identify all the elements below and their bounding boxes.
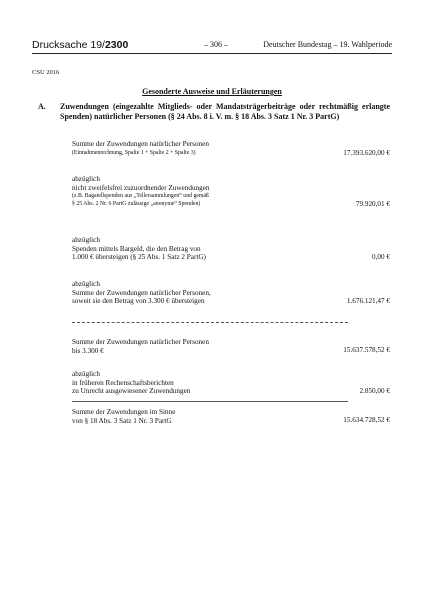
item-amount: 15.637.578,52 € xyxy=(343,346,390,354)
header-rule xyxy=(32,53,392,54)
item-line: abzüglich xyxy=(72,236,100,244)
section-heading: Zuwendungen (eingezahlte Mitglieds- oder Mandatsträgerbeiträge oder rechtmäßig erlangte Spenden) natürlicher Personen (§ 24 Abs. 8 i. V. m. § 18 Abs. 3 Satz 1 Nr. 3 PartG) xyxy=(60,102,390,121)
total-rule xyxy=(72,401,348,402)
item-amount: 79.920,01 € xyxy=(355,200,390,208)
document-number-prefix: Drucksache 19/ xyxy=(32,39,105,51)
up-to-threshold-block xyxy=(72,338,390,355)
item-line: in früheren Rechenschaftsberichten xyxy=(72,378,174,387)
party-label: CSU 2016 xyxy=(32,69,60,76)
page-number: – 306 – xyxy=(204,40,228,49)
item-line: zu Unrecht ausgewiesener Zuwendungen xyxy=(72,387,191,396)
item-line: Spenden mittels Bargeld, die den Betrag von xyxy=(72,244,201,253)
item-amount: 0,00 € xyxy=(372,253,390,261)
item-line: nicht zweifelsfrei zuzuordnender Zuwendungen xyxy=(72,183,210,192)
item-line: bis 3.300 € xyxy=(72,346,104,355)
item-line: Summe der Zuwendungen natürlicher Personen xyxy=(72,338,209,346)
over-threshold-block xyxy=(72,280,390,306)
item-line: § 25 Abs. 2 Nr. 6 PartG zulässige „anonyme“ Spenden) xyxy=(72,201,201,208)
item-line: abzüglich xyxy=(72,175,100,183)
item-line: soweit sie den Betrag von 3.300 € übersteigen xyxy=(72,297,205,306)
item-line: von § 18 Abs. 3 Satz 1 Nr. 3 PartG xyxy=(72,416,172,425)
prior-reports-block xyxy=(72,370,390,396)
item-amount: 2.850,00 € xyxy=(359,387,390,395)
running-header xyxy=(32,39,392,53)
subtotal-rule xyxy=(72,322,348,323)
item-amount: 1.676.121,47 € xyxy=(346,297,390,305)
unattributable-donations-block xyxy=(72,175,390,208)
item-line: Summe der Zuwendungen natürlicher Personen xyxy=(72,140,209,148)
final-sum-block xyxy=(72,408,390,425)
document-number-value: 2300 xyxy=(104,39,129,51)
item-line: Summe der Zuwendungen im Sinne xyxy=(72,408,176,416)
item-line: 1.000 € übersteigen (§ 25 Abs. 1 Satz 2 PartG) xyxy=(72,253,206,262)
item-amount: 17.393.620,00 € xyxy=(343,149,390,157)
item-line: (z.B. Bagatellspenden aus „Tellersammlungen“ und gemäß xyxy=(72,193,209,200)
document-number xyxy=(32,39,128,51)
publisher-label: Deutscher Bundestag – 19. Wahlperiode xyxy=(263,40,392,49)
item-amount: 15.634.728,52 € xyxy=(343,416,390,424)
item-line: Summe der Zuwendungen natürlicher Personen, xyxy=(72,288,211,297)
section-title: Gesonderte Ausweise und Erläuterungen xyxy=(142,87,282,96)
item-line: abzüglich xyxy=(72,370,100,378)
cash-donations-block xyxy=(72,236,390,262)
section-letter: A. xyxy=(38,102,46,111)
item-line: abzüglich xyxy=(72,280,100,288)
item-line: (Einnahmenrechnung, Spalte 1 + Spalte 2 + Spalte 3) xyxy=(72,149,196,156)
sum-donations-block xyxy=(72,140,390,157)
